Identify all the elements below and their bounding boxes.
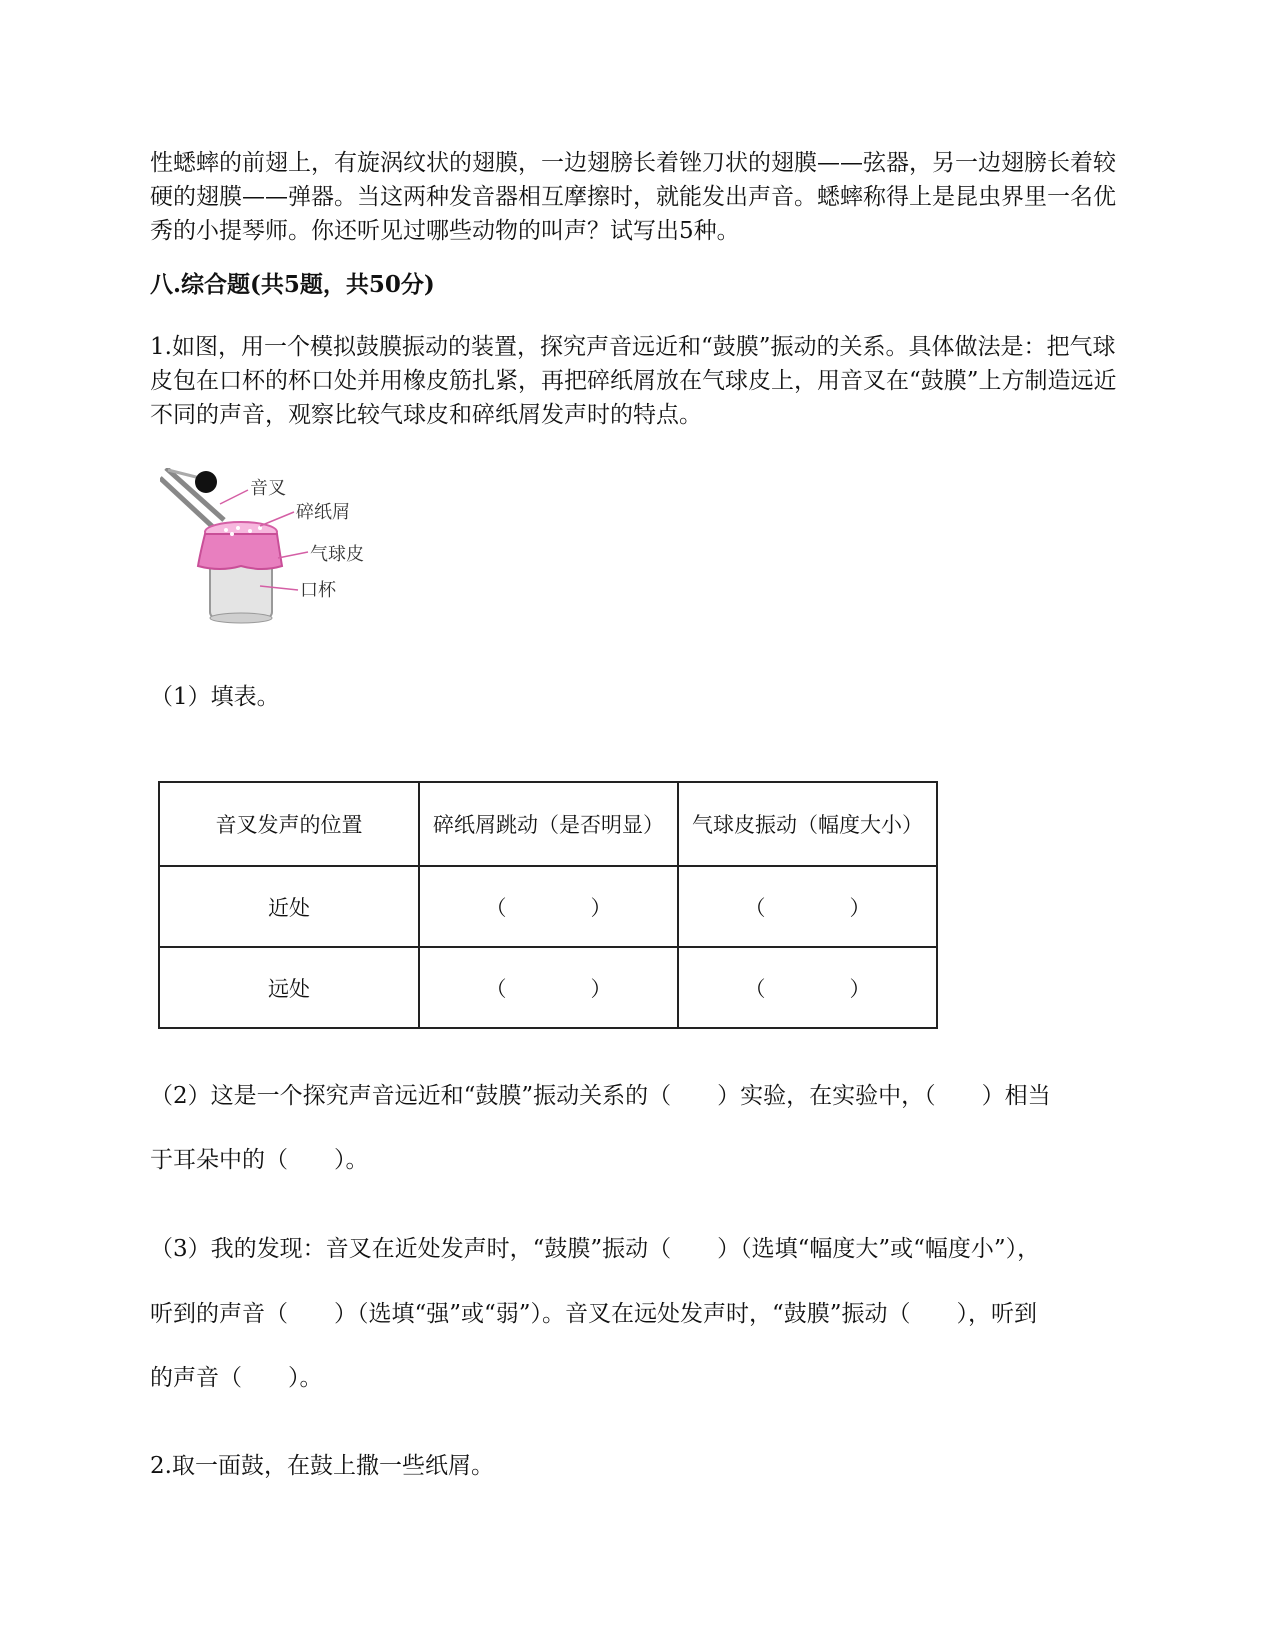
- label-cup: 口杯: [300, 580, 336, 601]
- question-1-text: 1.如图，用一个模拟鼓膜振动的装置，探究声音远近和“鼓膜”振动的关系。具体做法是：把气球皮包在口杯的杯口处并用橡皮筋扎紧，再把碎纸屑放在气球皮上，用音叉在“鼓膜”上方制造远近不同的声音，观察比较气球皮和碎纸屑发声时的特点。: [150, 334, 1117, 428]
- table-cell: 远处: [159, 947, 419, 1028]
- question-1-part-2-line-2: 于耳朵中的（ ）。: [150, 1147, 369, 1173]
- table-cell: 近处: [159, 866, 419, 947]
- label-tuning-fork: 音叉: [250, 478, 286, 499]
- table-header-row: [159, 782, 937, 866]
- table-row: [159, 947, 937, 1028]
- question-2-text: 2.取一面鼓，在鼓上撒一些纸屑。: [150, 1453, 494, 1479]
- intro-paragraph: 性蟋蟀的前翅上，有旋涡纹状的翅膜，一边翅膀长着锉刀状的翅膜——弦器，另一边翅膀长着较硬的翅膜——弹器。当这两种发音器相互摩擦时，就能发出声音。蟋蟀称得上是昆虫界里一名优秀的小提琴师。你还听见过哪些动物的叫声？试写出5种。: [150, 150, 1116, 244]
- table-header-cell: 音叉发声的位置: [159, 782, 419, 866]
- observation-table: [158, 781, 938, 1029]
- answer-blank[interactable]: （ ）: [678, 866, 937, 947]
- answer-blank[interactable]: （ ）: [678, 947, 937, 1028]
- table-header-cell: 气球皮振动（幅度大小）: [678, 782, 937, 866]
- tuning-fork-icon: [160, 468, 224, 528]
- question-1-part-3-line-2: 听到的声音（ ）（选填“强”或“弱”）。音叉在远处发声时，“鼓膜”振动（ ），听到: [150, 1301, 1038, 1327]
- answer-blank[interactable]: （ ）: [419, 866, 678, 947]
- question-1-part-3-line-1: （3）我的发现：音叉在近处发声时，“鼓膜”振动（ ）（选填“幅度大”或“幅度小”），: [150, 1236, 1041, 1262]
- table-header-cell: 碎纸屑跳动（是否明显）: [419, 782, 678, 866]
- label-balloon-skin: 气球皮: [310, 544, 364, 565]
- answer-blank[interactable]: （ ）: [419, 947, 678, 1028]
- question-1-part-2-line-1: （2）这是一个探究声音远近和“鼓膜”振动关系的（ ）实验，在实验中，（ ）相当: [150, 1083, 1051, 1109]
- table-row: [159, 866, 937, 947]
- question-1-part-1: （1）填表。: [150, 684, 280, 710]
- label-paper-scraps: 碎纸屑: [296, 502, 350, 523]
- eardrum-model-figure: [160, 468, 400, 628]
- balloon-skin-icon: [198, 522, 282, 569]
- question-1-part-3-line-3: 的声音（ ）。: [150, 1365, 323, 1391]
- section-heading: 八.综合题(共5题，共50分): [150, 271, 435, 298]
